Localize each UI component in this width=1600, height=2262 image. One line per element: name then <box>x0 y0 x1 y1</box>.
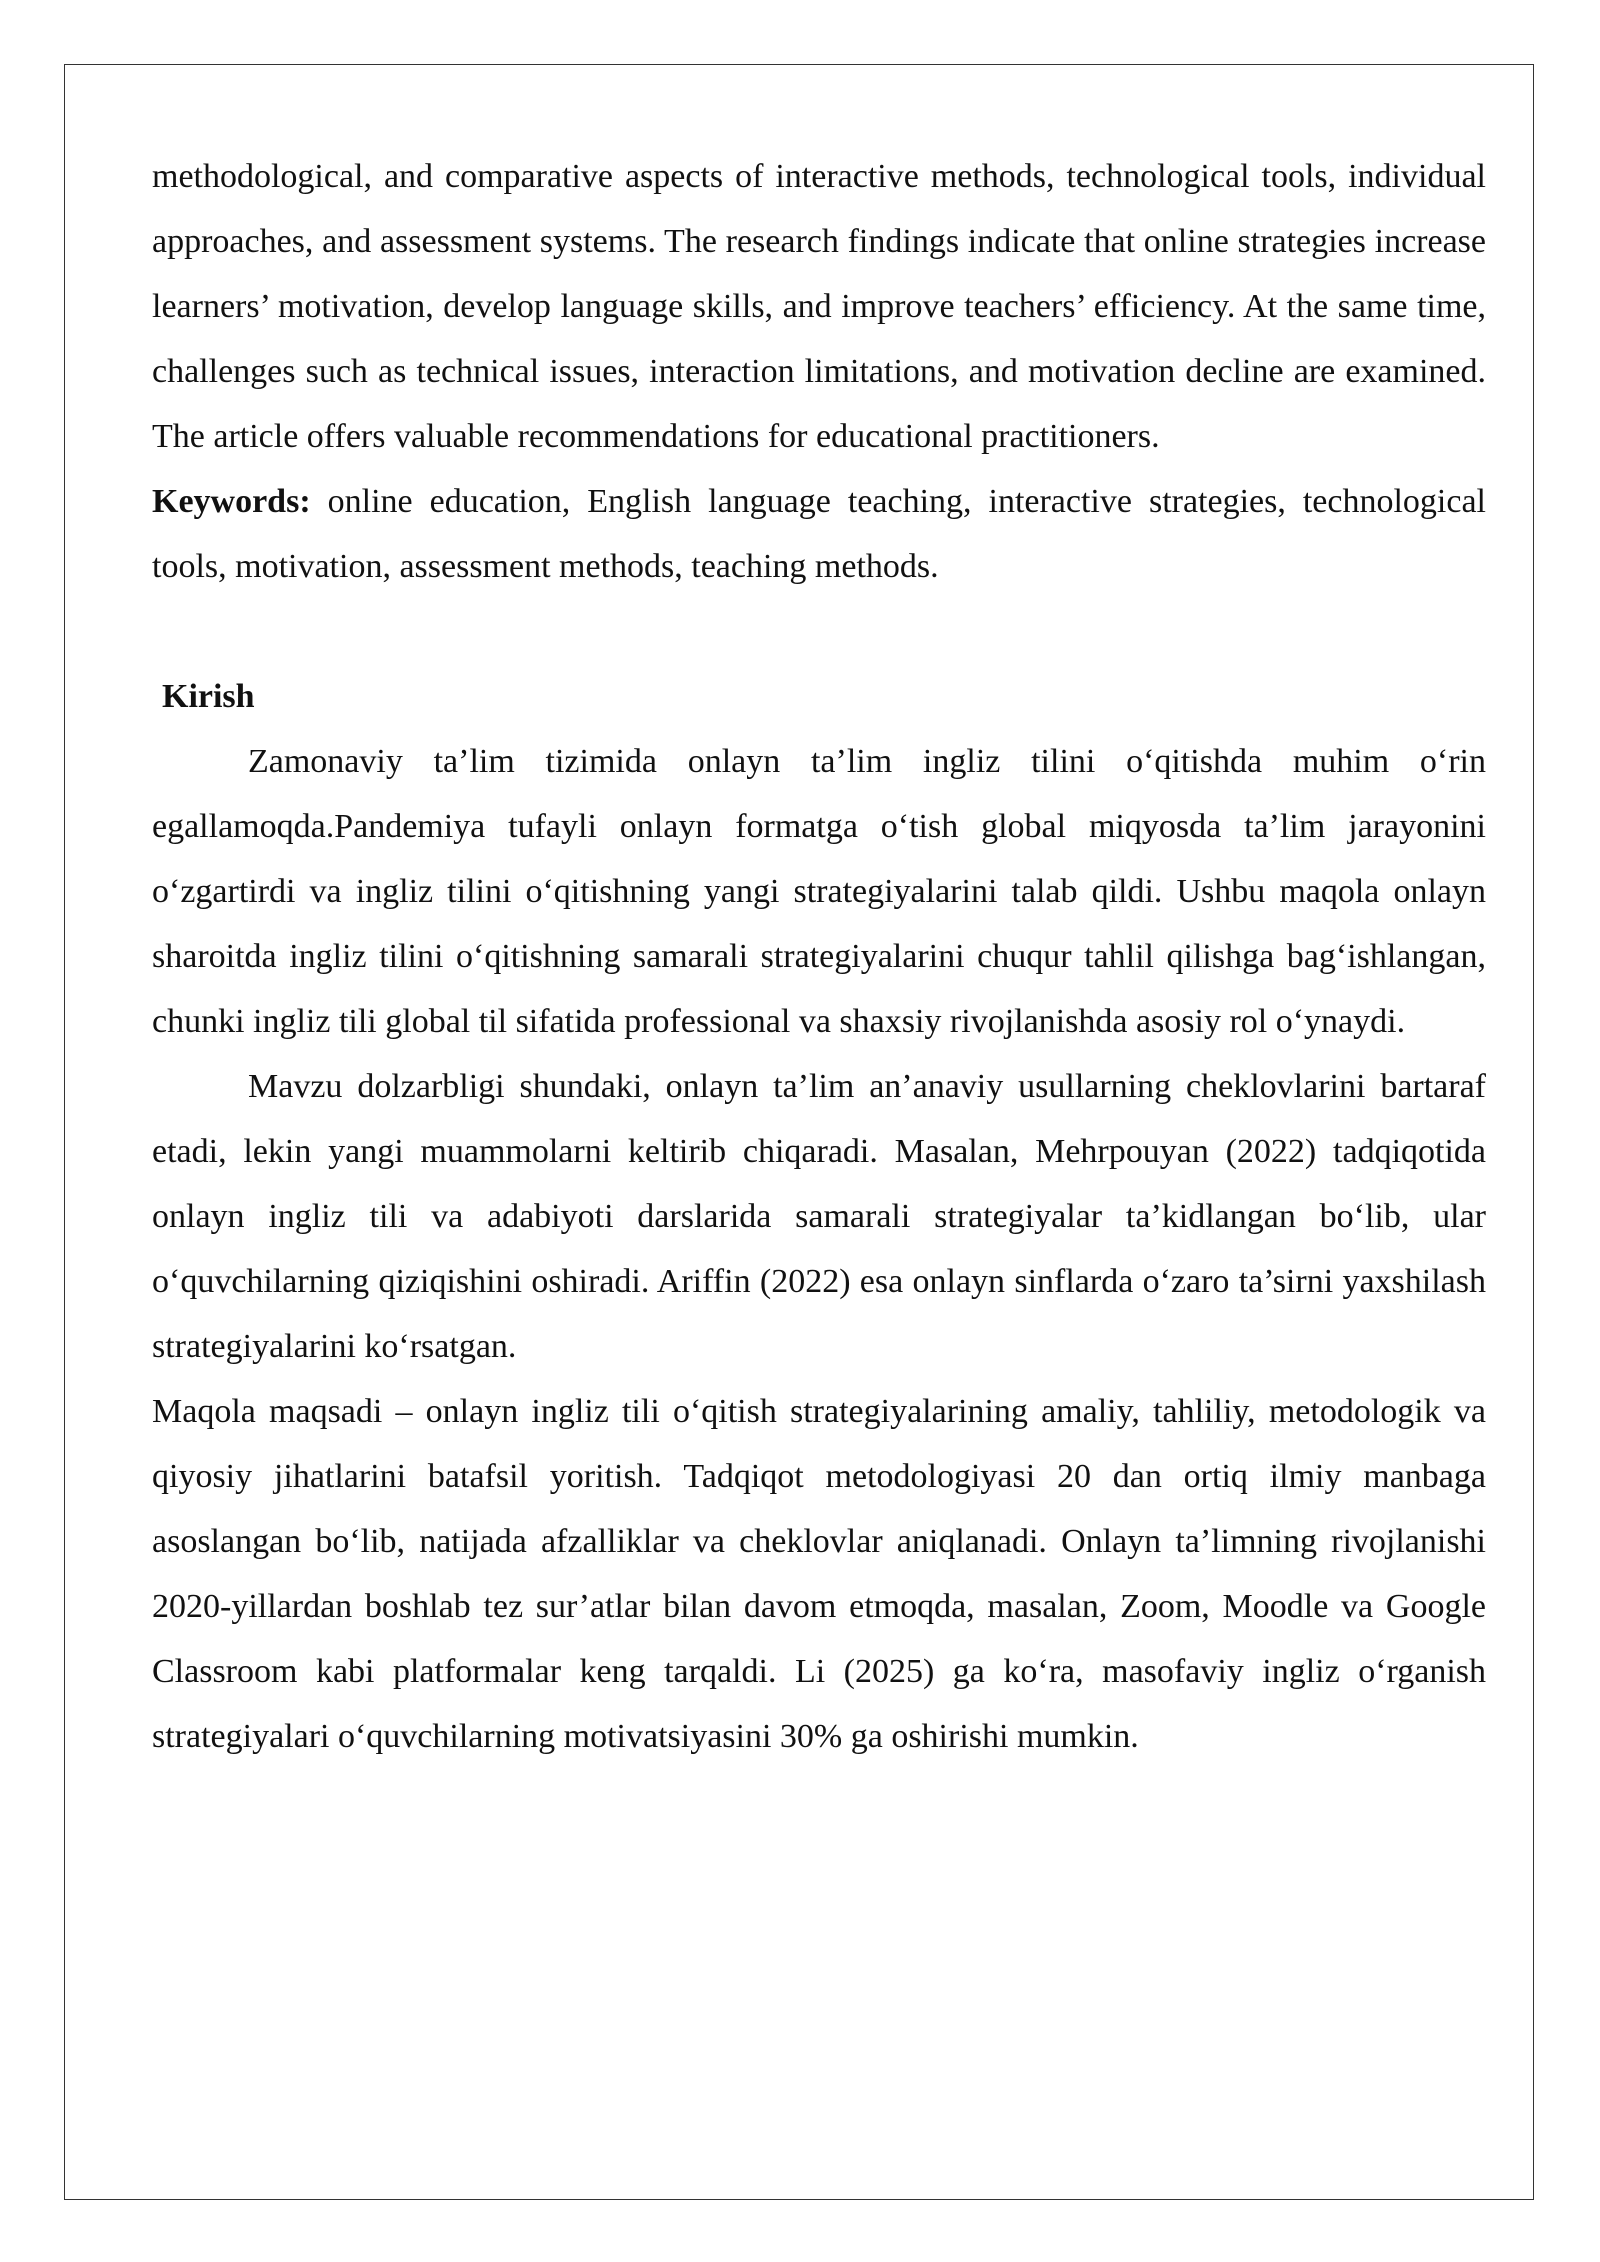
keywords-paragraph <box>152 469 1486 599</box>
body-paragraph-1: Zamonaviy ta’lim tizimida onlayn ta’lim ingliz tilini o‘qitishda muhim o‘rin egallamoqda.Pandemiya tufayli onlayn formatga o‘tish global miqyosda ta’lim jarayonini o‘zgartirdi va ingliz tilini o‘qitishning yangi strategiyalarini talab qildi. Ushbu maqola onlayn sharoitda ingliz tilini o‘qitishning samarali strategiyalarini chuqur tahlil qilishga bag‘ishlangan, chunki ingliz tili global til sifatida professional va shaxsiy rivojlanishda asosiy rol o‘ynaydi. <box>152 743 1486 1040</box>
keywords-label: Keywords: <box>152 483 311 520</box>
abstract-continuation: methodological, and comparative aspects of interactive methods, technological tools, individual approaches, and assessment systems. The research findings indicate that online strategies increase learners’ motivation, develop language skills, and improve teachers’ efficiency. At the same time, challenges such as technical issues, interaction limitations, and motivation decline are examined. The article offers valuable recommendations for educational practitioners. <box>152 158 1486 455</box>
section-heading: Kirish <box>162 678 255 715</box>
keywords-text: online education, English language teaching, interactive strategies, technological tools, motivation, assessment methods, teaching methods. <box>152 483 1486 585</box>
body-paragraph-3: Maqola maqsadi – onlayn ingliz tili o‘qitish strategiyalarining amaliy, tahliliy, metodologik va qiyosiy jihatlarini batafsil yoritish. Tadqiqot metodologiyasi 20 dan ortiq ilmiy manbaga asoslangan bo‘lib, natijada afzalliklar va cheklovlar aniqlanadi. Onlayn ta’limning rivojlanishi 2020-yillardan boshlab tez sur’atlar bilan davom etmoqda, masalan, Zoom, Moodle va Google Classroom kabi platformalar keng tarqaldi. Li (2025) ga ko‘ra, masofaviy ingliz o‘rganish strategiyalari o‘quvchilarning motivatsiyasini 30% ga oshirishi mumkin. <box>152 1393 1486 1755</box>
body-paragraph-2: Mavzu dolzarbligi shundaki, onlayn ta’lim an’anaviy usullarning cheklovlarini bartaraf etadi, lekin yangi muammolarni keltirib chiqaradi. Masalan, Mehrpouyan (2022) tadqiqotida onlayn ingliz tili va adabiyoti darslarida samarali strategiyalar ta’kidlangan bo‘lib, ular o‘quvchilarning qiziqishini oshiradi. Ariffin (2022) esa onlayn sinflarda o‘zaro ta’sirni yaxshilash strategiyalarini ko‘rsatgan. <box>152 1068 1486 1365</box>
page-content <box>152 144 1486 1769</box>
